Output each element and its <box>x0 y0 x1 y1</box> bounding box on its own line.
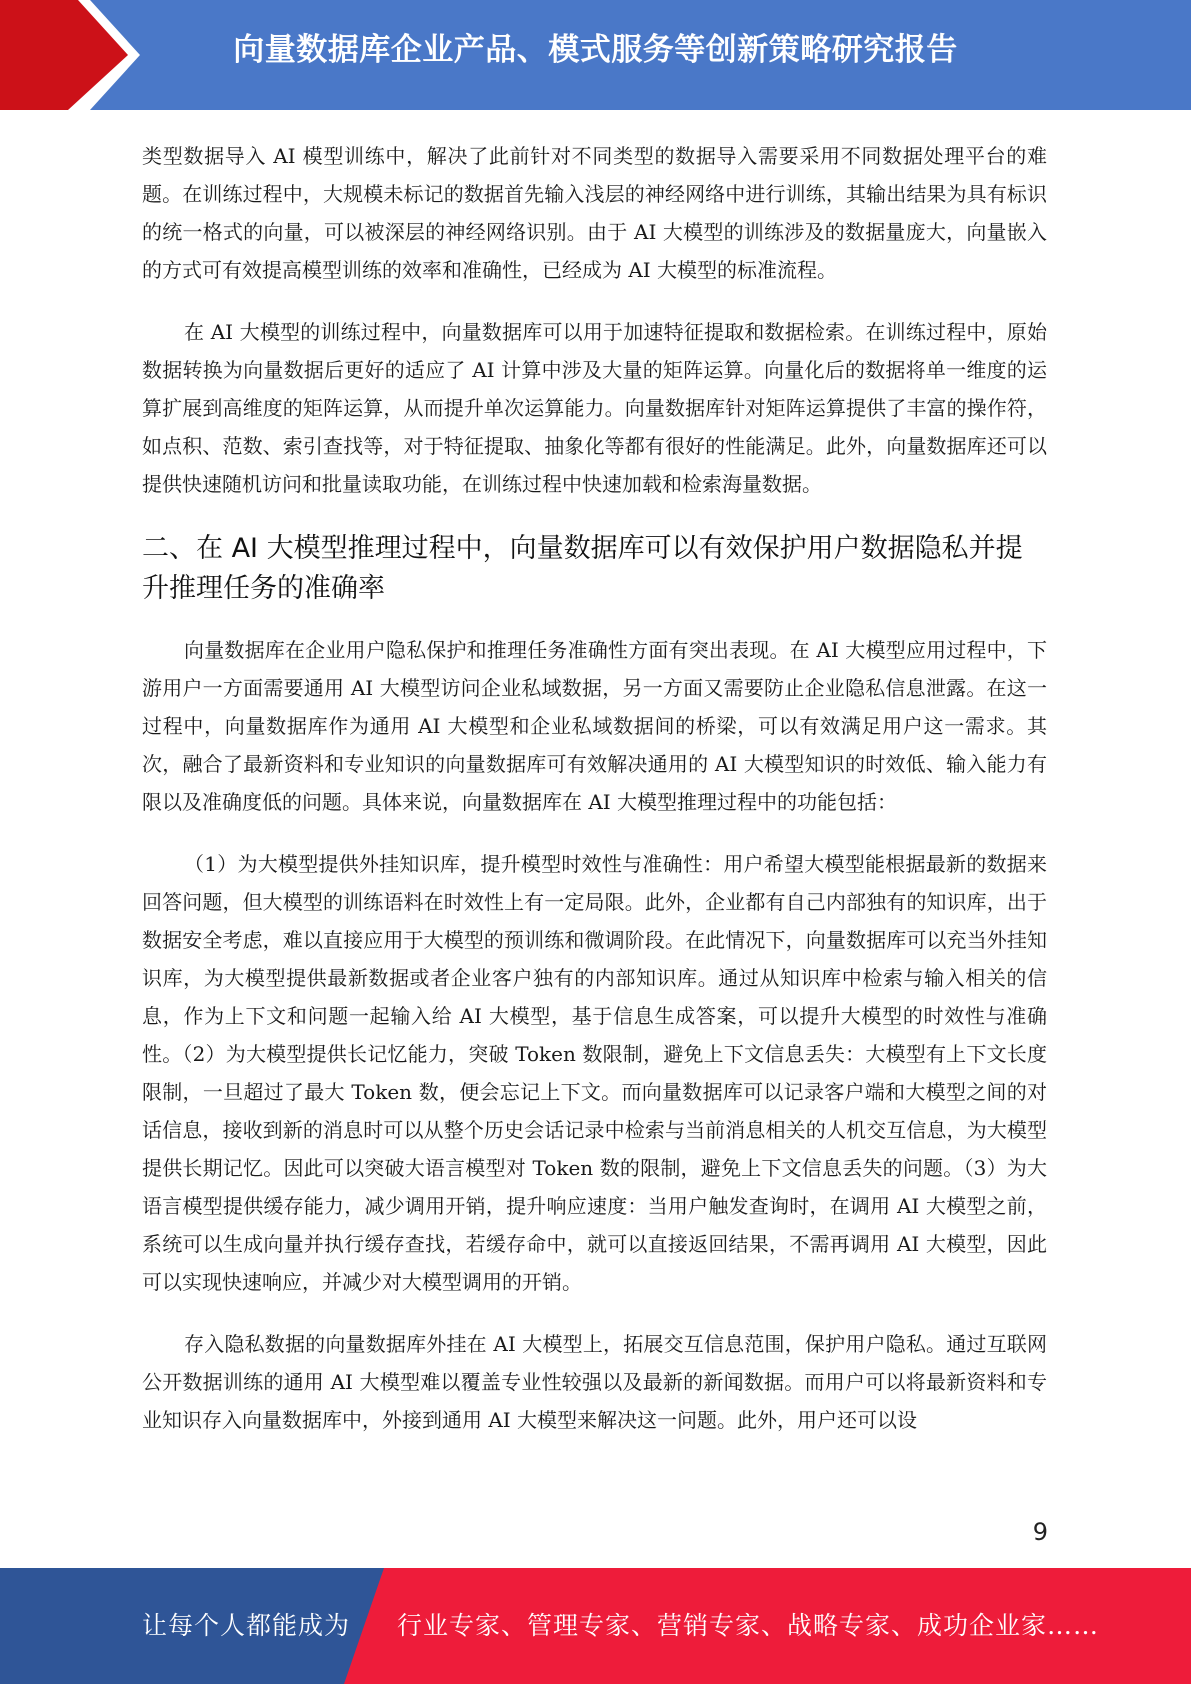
page-number: 9 <box>1032 1518 1048 1546</box>
body-paragraph: 向量数据库在企业用户隐私保护和推理任务准确性方面有突出表现。在 AI 大模型应用过程中，下游用户一方面需要通用 AI 大模型访问企业私域数据，另一方面又需要防止企业隐私信息泄露。在这一过程中，向量数据库作为通用 AI 大模型和企业私域数据间的桥梁，可以有效满足用户这一需求。其次，融合了最新资料和专业知识的向量数据库可有效解决通用的 AI 大模型知识的时效低、输入能力有限以及准确度低的问题。具体来说，向量数据库在 AI 大模型推理过程中的功能包括： <box>142 638 1047 814</box>
footer-slogan-right: 行业专家、管理专家、营销专家、战略专家、成功企业家…… <box>397 1611 1100 1640</box>
page-content <box>142 137 1047 1439</box>
body-paragraph: 类型数据导入 AI 模型训练中，解决了此前针对不同类型的数据导入需要采用不同数据处理平台的难题。在训练过程中，大规模未标记的数据首先输入浅层的神经网络中进行训练，其输出结果为具有标识的统一格式的向量，可以被深层的神经网络识别。由于 AI 大模型的训练涉及的数据量庞大，向量嵌入的方式可有效提高模型训练的效率和准确性，已经成为 AI 大模型的标准流程。 <box>142 144 1047 282</box>
page-header <box>0 0 1191 110</box>
section-heading: 二、在 AI 大模型推理过程中，向量数据库可以有效保护用户数据隐私并提升推理任务的准确率 <box>142 533 1023 604</box>
body-paragraph: 在 AI 大模型的训练过程中，向量数据库可以用于加速特征提取和数据检索。在训练过程中，原始数据转换为向量数据后更好的适应了 AI 计算中涉及大量的矩阵运算。向量化后的数据将单一维度的运算扩展到高维度的矩阵运算，从而提升单次运算能力。向量数据库针对矩阵运算提供了丰富的操作符，如点积、范数、索引查找等，对于特征提取、抽象化等都有很好的性能满足。此外，向量数据库还可以提供快速随机访问和批量读取功能，在训练过程中快速加载和检索海量数据。 <box>142 320 1047 496</box>
page-footer <box>0 1568 1191 1684</box>
document-title: 向量数据库企业产品、模式服务等创新策略研究报告 <box>233 32 958 68</box>
header-red-chevron <box>0 0 150 110</box>
body-paragraph: 存入隐私数据的向量数据库外挂在 AI 大模型上，拓展交互信息范围，保护用户隐私。通过互联网公开数据训练的通用 AI 大模型难以覆盖专业性较强以及最新的新闻数据。而用户可以将最新资料和专业知识存入向量数据库中，外接到通用 AI 大模型来解决这一问题。此外，用户还可以设 <box>142 1332 1047 1432</box>
footer-slogan-left: 让每个人都能成为 <box>142 1611 351 1640</box>
body-paragraph: （1）为大模型提供外挂知识库，提升模型时效性与准确性：用户希望大模型能根据最新的数据来回答问题，但大模型的训练语料在时效性上有一定局限。此外，企业都有自己内部独有的知识库，出于数据安全考虑，难以直接应用于大模型的预训练和微调阶段。在此情况下，向量数据库可以充当外挂知识库，为大模型提供最新数据或者企业客户独有的内部知识库。通过从知识库中检索与输入相关的信息，作为上下文和问题一起输入给 AI 大模型，基于信息生成答案，可以提升大模型的时效性与准确性。（2）为大模型提供长记忆能力，突破 Token 数限制，避免上下文信息丢失：大模型有上下文长度限制，一旦超过了最大 Token 数，便会忘记上下文。而向量数据库可以记录客户端和大模型之间的对话信息，接收到新的消息时可以从整个历史会话记录中检索与当前消息相关的人机交互信息，为大模型提供长期记忆。因此可以突破大语言模型对 Token 数的限制，避免上下文信息丢失的问题。（3）为大语言模型提供缓存能力，减少调用开销，提升响应速度：当用户触发查询时，在调用 AI 大模型之前，系统可以生成向量并执行缓存查找，若缓存命中，就可以直接返回结果，不需再调用 AI 大模型，因此可以实现快速响应，并减少对大模型调用的开销。 <box>142 852 1047 1294</box>
